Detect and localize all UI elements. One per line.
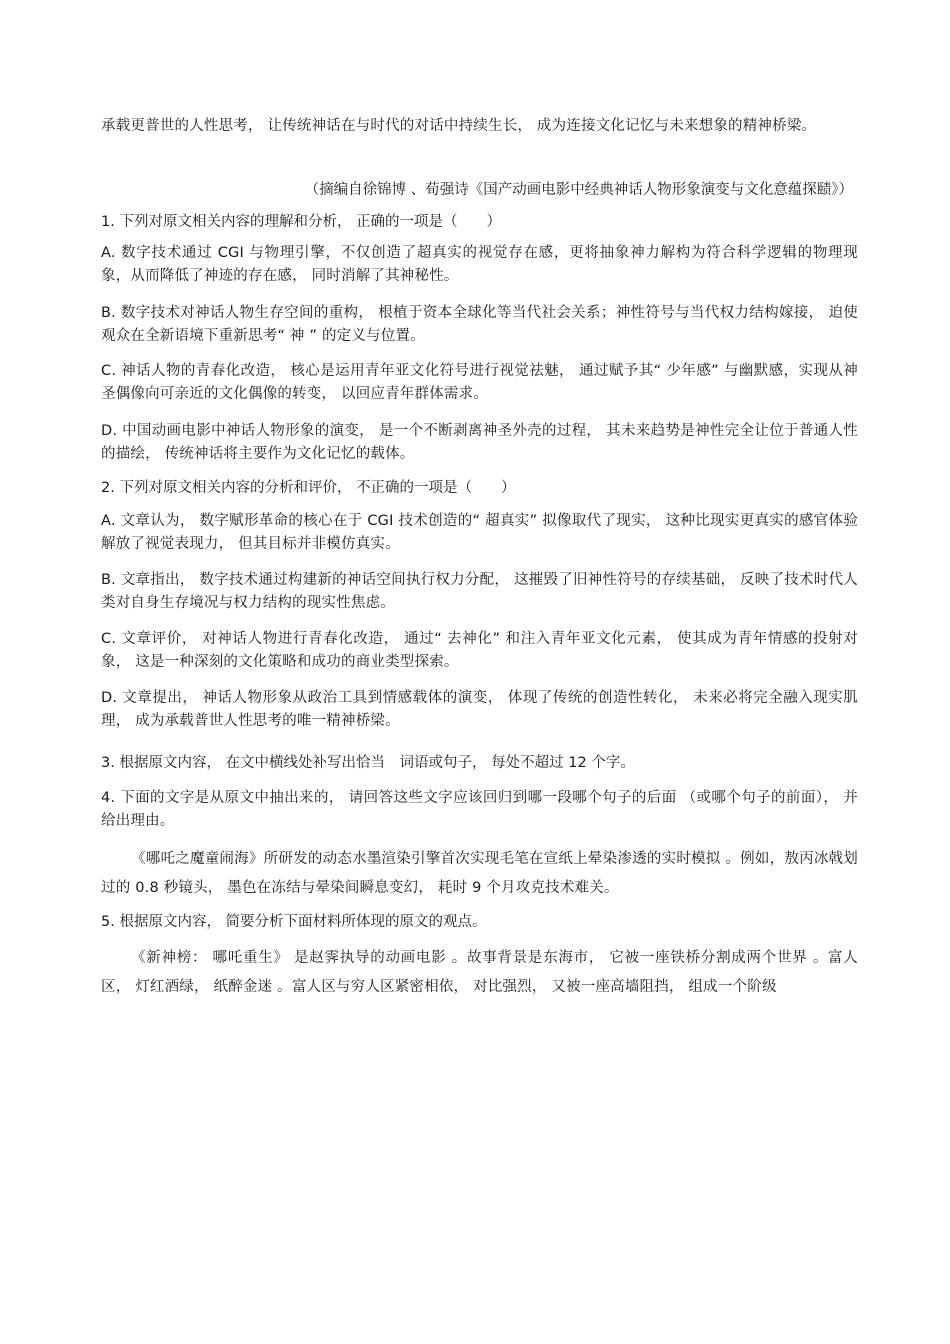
question-1-stem: 1. 下列对原文相关内容的理解和分析， 正确的一项是（ ） <box>101 214 502 230</box>
question-1-option-c: C. 神话人物的青春化改造， 核心是运用青年亚文化符号进行视觉祛魅， 通过赋予其“ 少年感” 与幽默感，实现从神圣偶像向可亲近的文化偶像的转变， 以回应青年群体需求。 <box>101 363 858 402</box>
intro-tail-paragraph: 承载更普世的人性思考， 让传统神话在与时代的对话中持续生长， 成为连接文化记忆与未来想象的精神桥梁。 <box>101 118 817 134</box>
question-2-option-c: C. 文章评价， 对神话人物进行青春化改造， 通过“ 去神化” 和注入青年亚文化元素， 使其成为青年情感的投射对象， 这是一种深刻的文化策略和成功的商业类型探索。 <box>101 631 858 670</box>
question-1-option-b: B. 数字技术对神话人物生存空间的重构， 根植于资本全球化等当代社会关系；神性符号与当代权力结构嫁接， 迫使观众在全新语境下重新思考“ 神 ” 的定义与位置。 <box>101 305 858 344</box>
question-1-option-a: A. 数字技术通过 CGI 与物理引擎，不仅创造了超真实的视觉存在感，更将抽象神力解构为符合科学逻辑的物理现象，从而降低了神迹的存在感， 同时消解了其神秘性。 <box>101 245 858 284</box>
question-1-option-d: D. 中国动画电影中神话人物形象的演变， 是一个不断剥离神圣外壳的过程， 其未来趋势是神性完全让位于普通人性的描绘， 传统神话将主要作为文化记忆的载体。 <box>101 423 858 462</box>
question-4-excerpt: 《哪吒之魔童闹海》所研发的动态水墨渲染引擎首次实现毛笔在宣纸上晕染渗透的实时模拟 。例如，敖丙冰戟划过的 0.8 秒镜头， 墨色在冻结与晕染间瞬息变幻， 耗时 9 个月攻克技术难关。 <box>101 851 858 896</box>
question-5-stem: 5. 根据原文内容， 简要分析下面材料所体现的原文的观点。 <box>101 914 487 930</box>
question-2-option-b: B. 文章指出， 数字技术通过构建新的神话空间执行权力分配， 这摧毁了旧神性符号的存续基础， 反映了技术时代人类对自身生存境况与权力结构的现实性焦虑。 <box>101 572 858 611</box>
source-citation: （摘编自徐锦博 、荀强诗《国产动画电影中经典神话人物形象演变与文化意蕴探赜》） <box>304 182 853 198</box>
question-4-stem: 4. 下面的文字是从原文中抽出来的， 请回答这些文字应该回归到哪一段哪个句子的后面 （或哪个句子的前面）， 并给出理由。 <box>101 790 858 829</box>
question-5-material: 《新神榜： 哪吒重生》 是赵霁执导的动画电影 。故事背景是东海市， 它被一座铁桥分割成两个世界 。富人区， 灯红酒绿， 纸醉金迷 。富人区与穷人区紧密相依， 对比强烈， 又被一座高墙阻挡， 组成一个阶级 <box>101 950 858 995</box>
question-3-stem: 3. 根据原文内容， 在文中横线处补写出恰当 词语或句子， 每处不超过 12 个字。 <box>101 755 635 771</box>
question-2-option-d: D. 文章提出， 神话人物形象从政治工具到情感载体的演变， 体现了传统的创造性转化， 未来必将完全融入现实肌理， 成为承载普世人性思考的唯一精神桥梁。 <box>101 690 858 729</box>
question-2-stem: 2. 下列对原文相关内容的分析和评价， 不正确的一项是（ ） <box>101 480 516 496</box>
question-2-option-a: A. 文章认为， 数字赋形革命的核心在于 CGI 技术创造的“ 超真实” 拟像取代了现实， 这种比现实更真实的感官体验解放了视觉表现力， 但其目标并非模仿真实。 <box>101 513 858 552</box>
